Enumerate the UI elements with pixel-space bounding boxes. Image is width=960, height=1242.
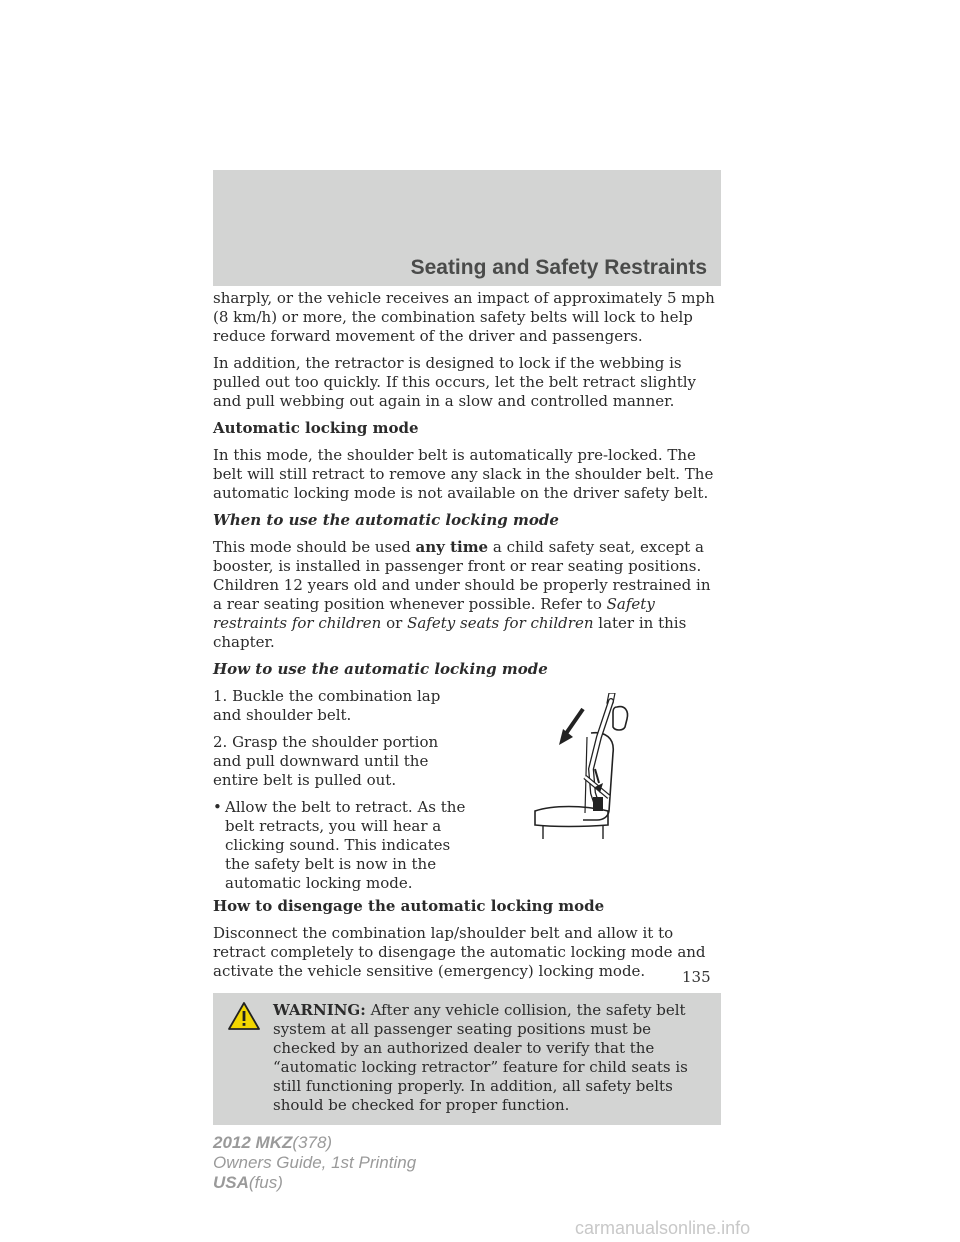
reference-safety-restraints: Safety restraints for children <box>213 595 655 632</box>
header-band <box>213 170 721 286</box>
warning-box <box>213 993 721 1125</box>
section-title: Seating and Safety Restraints <box>410 256 707 279</box>
paragraph-when-to-use <box>213 538 721 652</box>
text-segment: or <box>381 614 408 632</box>
warning-body: After any vehicle collision, the safety belt system at all passenger seating positions must be checked by an authorized dealer to verify that the “automatic locking retractor” feature for child seats is still functioning properly. In addition, all safety belts should be checked for proper function. <box>273 1001 688 1114</box>
text-segment: This mode should be used <box>213 538 416 556</box>
reference-safety-seats: Safety seats for children <box>407 614 594 632</box>
seat-belt-figure-icon <box>513 693 638 845</box>
page-number: 135 <box>682 968 711 986</box>
watermark: carmanualsonline.info <box>575 1218 751 1238</box>
warning-triangle-icon <box>227 1001 261 1031</box>
step-2: 2. Grasp the shoulder portion and pull downward until the entire belt is pulled out. <box>213 733 439 789</box>
emphasis-any-time: any time <box>415 538 489 556</box>
footer-model: 2012 MKZ <box>213 1133 293 1152</box>
paragraph-retractor: In addition, the retractor is designed to lock if the webbing is pulled out too quickly. If this occurs, let the belt retract slightly and pull webbing out again in a slow and controlled manner. <box>213 354 697 410</box>
footer-line-3 <box>213 1173 416 1193</box>
text-segment: later in this chapter. <box>213 614 687 651</box>
footer-print-info <box>213 1133 416 1193</box>
paragraph-automatic-mode: In this mode, the shoulder belt is automatically pre-locked. The belt will still retract to remove any slack in the shoulder belt. The automatic locking mode is not available on the driver safety belt. <box>213 446 714 502</box>
heading-how-to-use: How to use the automatic locking mode <box>213 660 548 678</box>
warning-label: WARNING: <box>273 1001 366 1019</box>
paragraph-continued: sharply, or the vehicle receives an impact of approximately 5 mph (8 km/h) or more, the combination safety belts will lock to help reduce forward movement of the driver and passengers. <box>213 289 715 345</box>
heading-disengage: How to disengage the automatic locking mode <box>213 897 605 915</box>
bullet-text: Allow the belt to retract. As the belt retracts, you will hear a clicking sound. This indicates the safety belt is now in the automatic locking mode. <box>225 798 466 892</box>
bullet-dot: • <box>213 798 222 816</box>
footer-line-1 <box>213 1133 416 1153</box>
steps-list <box>213 687 468 893</box>
warning-text <box>221 1001 713 1115</box>
bullet-item <box>213 798 468 893</box>
heading-when-to-use: When to use the automatic locking mode <box>213 511 559 529</box>
steps-section <box>213 687 721 893</box>
footer-code: (378) <box>292 1133 333 1152</box>
page-content <box>213 289 721 1125</box>
step-1: 1. Buckle the combination lap and shoulder belt. <box>213 687 441 724</box>
footer-market-code: (fus) <box>248 1173 283 1192</box>
paragraph-disengage: Disconnect the combination lap/shoulder belt and allow it to retract completely to disengage the automatic locking mode and activate the vehicle sensitive (emergency) locking mode. <box>213 924 706 980</box>
heading-automatic-locking-mode: Automatic locking mode <box>213 419 419 437</box>
text-segment: a child safety seat, except a booster, is installed in passenger front or rear seating positions. Children 12 years old and under should be properly restrained in a rear seating position whenever possible. Refer to <box>213 538 711 613</box>
footer-market: USA <box>213 1173 249 1192</box>
footer-line-2: Owners Guide, 1st Printing <box>213 1153 417 1172</box>
